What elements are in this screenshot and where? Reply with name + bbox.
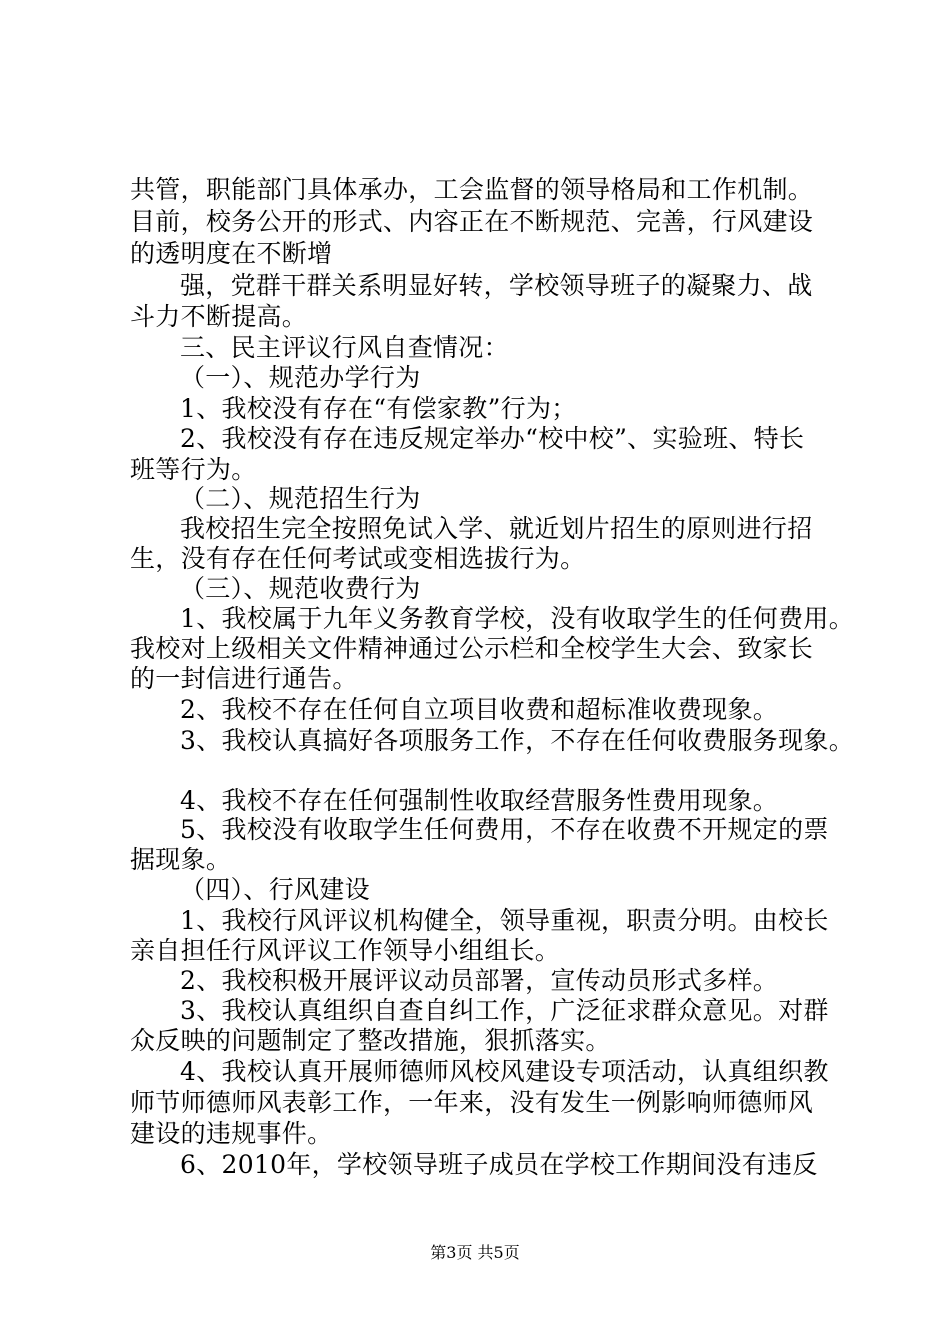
text-line: 斗力不断提高。 (130, 302, 308, 331)
text-line: 师节师德师风表彰工作，一年来，没有发生一例影响师德师风 (130, 1088, 814, 1117)
text-line: 强，党群干群关系明显好转，学校领导班子的凝聚力、战 (180, 271, 813, 300)
text-line: 4、我校认真开展师德师风校风建设专项活动，认真组织教 (180, 1057, 829, 1086)
text-line: 的透明度在不断增 (130, 239, 333, 268)
text-line: 我校对上级相关文件精神通过公示栏和全校学生大会、致家长 (130, 634, 814, 663)
section-heading: 三、民主评议行风自查情况： (180, 333, 509, 362)
text-line: 1、我校属于九年义务教育学校，没有收取学生的任何费用。 (180, 604, 855, 633)
text-line: 共管，职能部门具体承办，工会监督的领导格局和工作机制。 (130, 175, 814, 204)
text-line: 据现象。 (130, 845, 232, 874)
subsection-heading: （三）、规范收费行为 (180, 574, 421, 603)
text-line: 2、我校不存在任何自立项目收费和超标准收费现象。 (180, 695, 779, 724)
text-line: 生，没有存在任何考试或变相选拔行为。 (130, 544, 586, 573)
text-line: 1、我校行风评议机构健全，领导重视，职责分明。由校长 (180, 906, 829, 935)
text-line: 2、我校积极开展评议动员部署，宣传动员形式多样。 (180, 966, 779, 995)
text-line: 亲自担任行风评议工作领导小组组长。 (130, 936, 561, 965)
subsection-heading: （一）、规范办学行为 (180, 363, 421, 392)
text-line: 建设的违规事件。 (130, 1119, 333, 1148)
text-line: 1、我校没有存在“有偿家教”行为； (180, 394, 577, 423)
text-line: 2、我校没有存在违反规定举办“校中校”、实验班、特长 (180, 424, 805, 453)
page-footer: 第3页 共5页 (430, 1243, 520, 1262)
subsection-heading: （二）、规范招生行为 (180, 484, 421, 513)
text-line: 班等行为。 (130, 455, 257, 484)
text-line: 5、我校没有收取学生任何费用，不存在收费不开规定的票 (180, 815, 829, 844)
subsection-heading: （四）、行风建设 (180, 875, 370, 904)
text-line: 4、我校不存在任何强制性收取经营服务性费用现象。 (180, 786, 779, 815)
text-line: 3、我校认真搞好各项服务工作，不存在任何收费服务现象。 (180, 726, 855, 755)
text-line: 的一封信进行通告。 (130, 664, 358, 693)
text-line: 目前，校务公开的形式、内容正在不断规范、完善，行风建设 (130, 207, 814, 236)
text-line: 众反映的问题制定了整改措施，狠抓落实。 (130, 1026, 611, 1055)
text-line: 3、我校认真组织自查自纠工作，广泛征求群众意见。对群 (180, 996, 829, 1025)
text-line: 6、2010年，学校领导班子成员在学校工作期间没有违反 (180, 1150, 818, 1179)
text-line: 我校招生完全按照免试入学、就近划片招生的原则进行招 (180, 514, 813, 543)
